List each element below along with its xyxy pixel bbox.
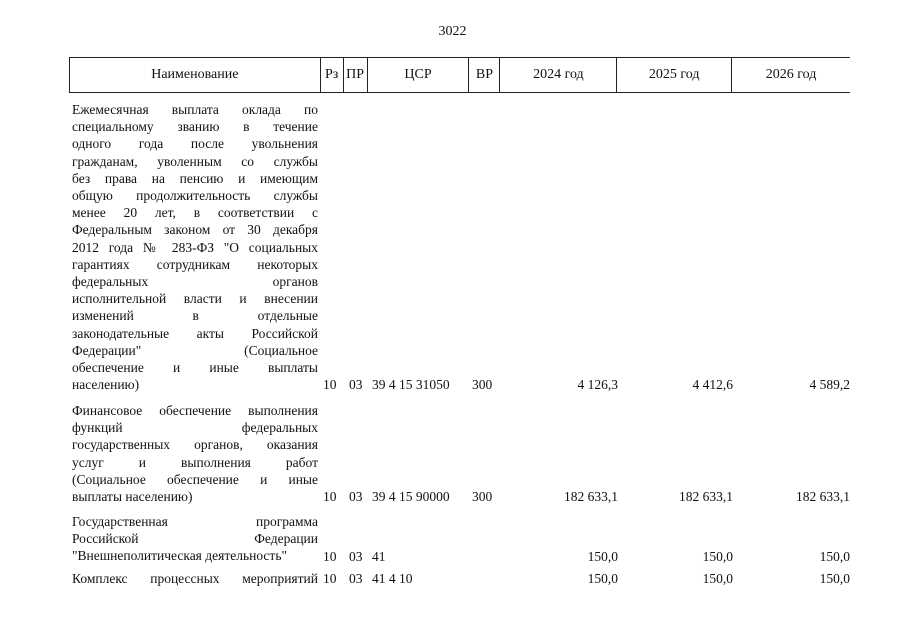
row-values: [72, 570, 852, 587]
column-header-vr: ВР: [469, 58, 500, 92]
cell-2025: 150,0: [702, 571, 733, 587]
row-values: [72, 376, 852, 393]
cell-rz: 10: [323, 548, 337, 564]
table-row: [72, 570, 852, 587]
cell-vr: 300: [472, 377, 493, 393]
column-header-2024: 2024 год: [500, 58, 617, 92]
cell-2026: 4 589,2: [809, 377, 850, 393]
cell-pr: 03: [349, 377, 363, 393]
table-header: [69, 57, 850, 93]
cell-2024: 4 126,3: [577, 377, 618, 393]
column-header-rz: Рз: [321, 58, 344, 92]
cell-2024: 182 633,1: [564, 489, 618, 505]
cell-csr: 41 4 10: [372, 571, 413, 587]
cell-2025: 4 412,6: [692, 377, 733, 393]
column-header-csr: ЦСР: [368, 58, 470, 92]
row-name: Ежемесячная выплата оклада по специальному званию в течение одного года после увольнения гражданам, уволенным со службы без права на пенсию и имеющим общую продолжительность службы менее 20 лет, в соответствии с Федеральным законом от 30 декабря 2012 года № 283-ФЗ "О социальных гарантиях сотрудникам некоторых федеральных органов исполнительной власти и внесении изменений в отдельные законодательные акты Российской Федерации" (Социальное обеспечение и иные выплаты населению): [72, 102, 318, 393]
cell-csr: 39 4 15 31050: [372, 377, 450, 393]
column-header-2025: 2025 год: [617, 58, 732, 92]
row-name: Государственная программа Российской Федерации "Внешнеполитическая деятельность": [72, 514, 318, 564]
table-row: [72, 101, 852, 393]
cell-pr: 03: [349, 571, 363, 587]
cell-2025: 182 633,1: [679, 489, 733, 505]
cell-rz: 10: [323, 571, 337, 587]
cell-csr: 41: [372, 548, 386, 564]
cell-2026: 150,0: [819, 571, 850, 587]
cell-2026: 150,0: [819, 548, 850, 564]
cell-rz: 10: [323, 489, 337, 505]
cell-pr: 03: [349, 548, 363, 564]
cell-pr: 03: [349, 489, 363, 505]
table-row: [72, 513, 852, 565]
row-name: Комплекс процессных мероприятий: [72, 571, 318, 586]
cell-2026: 182 633,1: [796, 489, 850, 505]
row-name: Финансовое обеспечение выполнения функций федеральных государственных органов, оказания услуг и выполнения работ (Социальное обеспечение и иные выплаты населению): [72, 403, 318, 505]
column-header-pr: ПР: [344, 58, 368, 92]
cell-2024: 150,0: [587, 548, 618, 564]
row-values: [72, 548, 852, 565]
cell-vr: 300: [472, 489, 493, 505]
row-values: [72, 488, 852, 505]
cell-rz: 10: [323, 377, 337, 393]
page-number: 3022: [438, 24, 467, 39]
table-row: [72, 402, 852, 505]
cell-2025: 150,0: [702, 548, 733, 564]
column-header-name: Наименование: [70, 58, 321, 92]
cell-csr: 39 4 15 90000: [372, 489, 450, 505]
column-header-2026: 2026 год: [765, 67, 817, 82]
cell-2024: 150,0: [587, 571, 618, 587]
